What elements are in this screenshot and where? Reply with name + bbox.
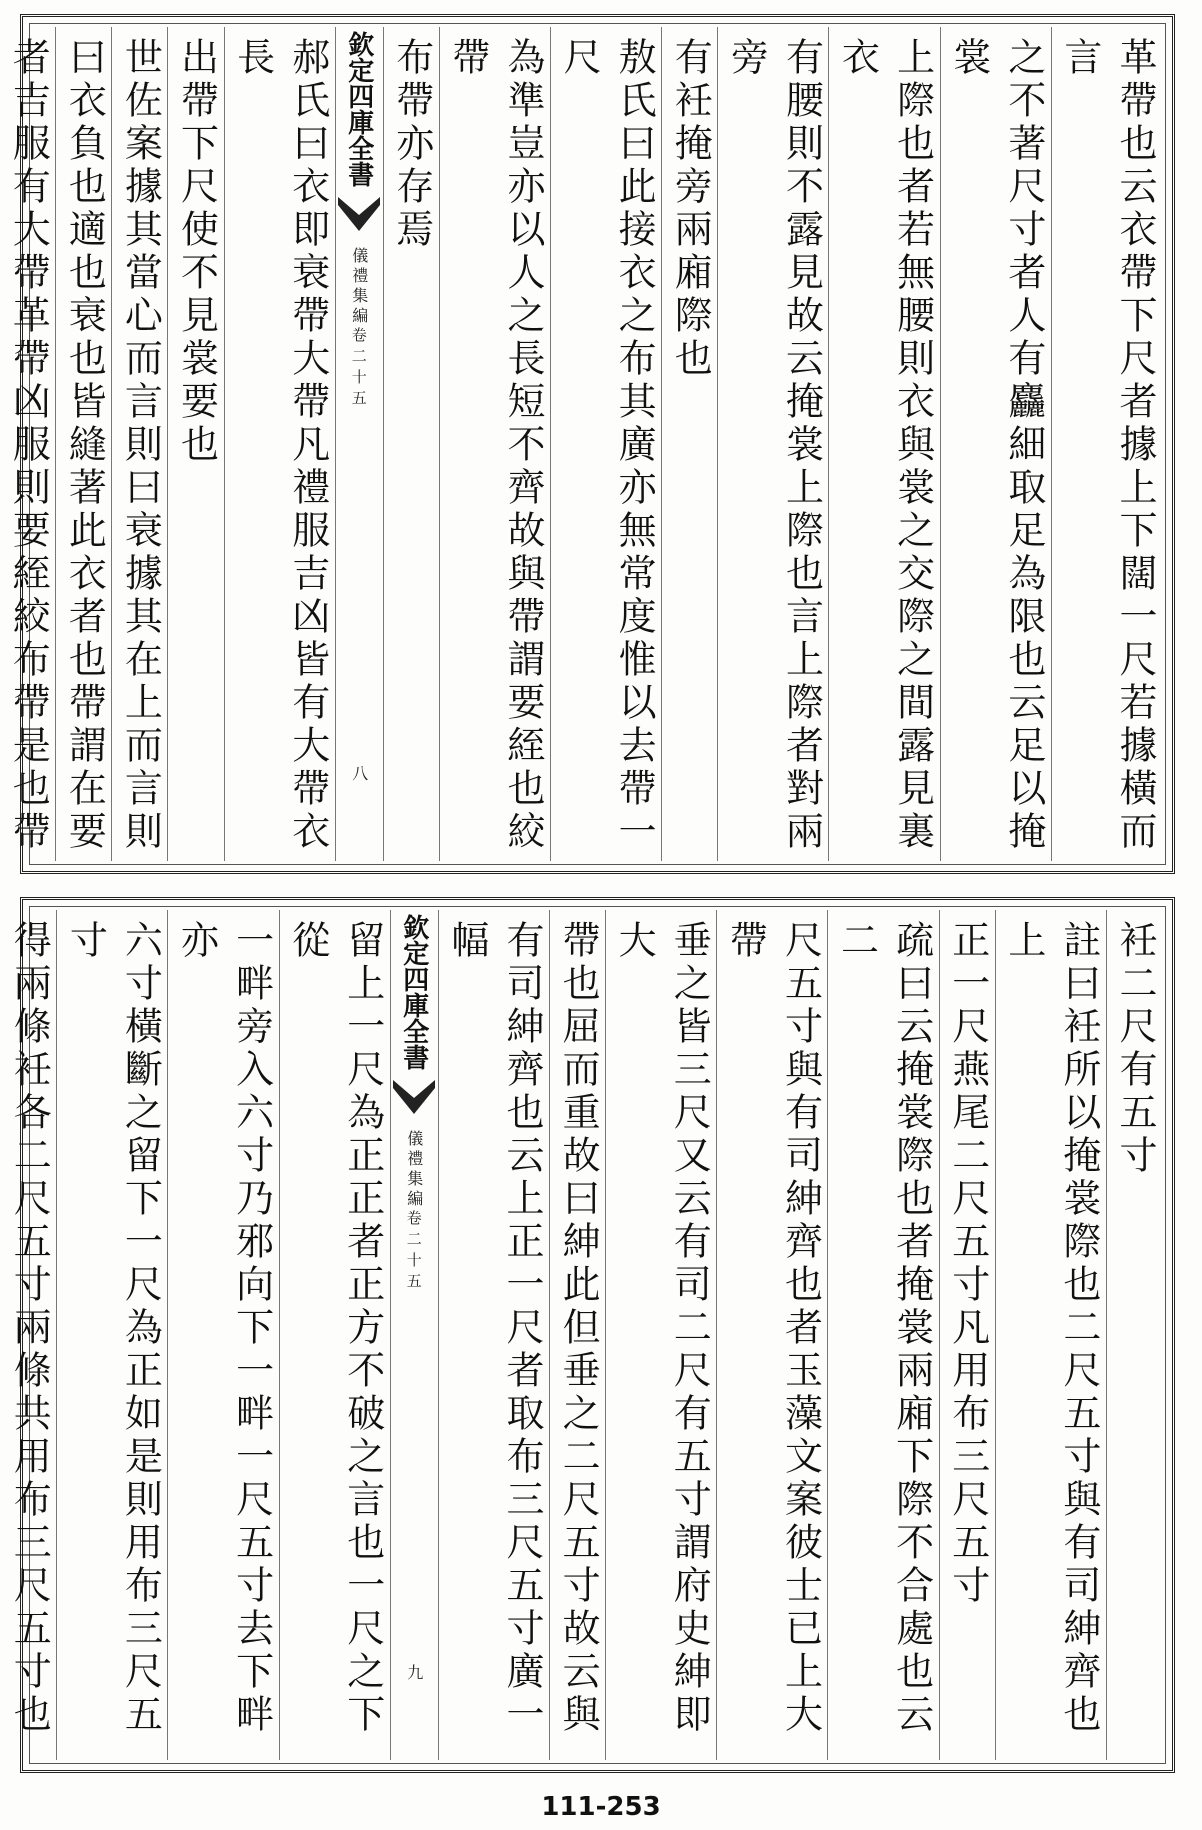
collection-caption: 欽定四庫全書 (398, 914, 429, 1070)
leaf-number: 九 (404, 1664, 424, 1680)
text-column: 世佐案據其當心而言則曰衰據其在上而言則 (111, 27, 167, 861)
text-column: 留上一尺為正正者正方不破之言也一尺之下從 (279, 910, 390, 1760)
text-column: 出帶下尺使不見裳要也 (167, 27, 223, 861)
volume-number: 卷二十五 (349, 327, 368, 411)
fish-tail-mark-icon (336, 193, 382, 235)
collection-caption: 欽定四庫全書 (343, 31, 374, 187)
text-column: 垂之皆三尺又云有司二尺有五寸謂府史紳即大 (605, 910, 716, 1760)
text-column: 革帶也云衣帶下尺者據上下闊一尺若據橫而言 (1051, 27, 1162, 861)
volume-number: 卷二十五 (404, 1210, 423, 1294)
fish-tail-mark-icon (391, 1076, 437, 1118)
text-column: 尺五寸與有司紳齊也者玉藻文案彼士已上大帶 (716, 910, 827, 1760)
text-column: 敖氏曰此接衣之布其廣亦無常度惟以去帶一尺 (550, 27, 661, 861)
text-column: 疏曰云掩裳際也者掩裳兩廂下際不合處也云二 (827, 910, 938, 1760)
leaf-number: 八 (349, 765, 369, 781)
page-number: 111-253 (541, 1792, 661, 1822)
text-column: 之不著尺寸者人有麤細取足為限也云足以掩裳 (940, 27, 1051, 861)
text-column: 一畔旁入六寸乃邪向下一畔一尺五寸去下畔亦 (167, 910, 278, 1760)
center-fold-column (390, 910, 438, 1760)
text-column: 郝氏曰衣即衰帶大帶凡禮服吉凶皆有大帶衣長 (224, 27, 335, 861)
upper-page (6, 14, 1175, 874)
text-column: 帶也屈而重故曰紳此但垂之二尺五寸故云與 (549, 910, 605, 1760)
text-column: 有司紳齊也云上正一尺者取布三尺五寸廣一幅 (438, 910, 549, 1760)
text-column: 正一尺燕尾二尺五寸凡用布三尺五寸 (939, 910, 995, 1760)
text-column: 有腰則不露見故云掩裳上際也言上際者對兩旁 (717, 27, 828, 861)
book-title: 儀禮集編 (349, 247, 369, 327)
text-column: 者吉服有大帶革帶凶服則要絰絞布帶是也帶 (0, 27, 55, 861)
book-title: 儀禮集編 (404, 1130, 424, 1210)
text-column: 得兩條衽各二尺五寸兩條共用布三尺五寸也 (0, 910, 56, 1760)
text-column: 六寸橫斷之留下一尺為正如是則用布三尺五寸 (56, 910, 167, 1760)
upper-page-columns (6, 27, 1162, 861)
text-column: 衽二尺有五寸 (1106, 910, 1162, 1760)
lower-page-columns (7, 910, 1162, 1760)
center-fold-column (335, 27, 383, 861)
text-column: 有衽掩旁兩廂際也 (661, 27, 717, 861)
lower-page (7, 897, 1175, 1773)
text-column: 布帶亦存焉 (383, 27, 439, 861)
text-column: 上際也者若無腰則衣與裳之交際之間露見裏衣 (828, 27, 939, 861)
text-column: 曰衣負也適也衰也皆縫著此衣者也帶謂在要 (55, 27, 111, 861)
text-column: 註曰衽所以掩裳際也二尺五寸與有司紳齊也上 (995, 910, 1106, 1760)
text-column: 為準豈亦以人之長短不齊故與帶謂要絰也絞帶 (439, 27, 550, 861)
